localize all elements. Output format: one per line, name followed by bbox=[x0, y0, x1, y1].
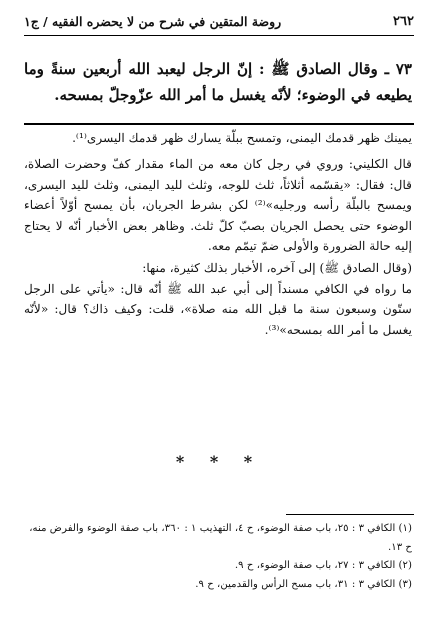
hadith-text: ٧٣ ـ وقال الصادق ﷺ : إنّ الرجل ليعبد الله أربعين سنةً وما يطيعه في الوضوء؛ لأنّه يغسل ما أمر الله عزّوجلّ بمسحه. bbox=[24, 60, 412, 104]
footnote: (٣) الكافي ٣ : ٣١، باب مسح الرأس والقدمين، ح ٩. bbox=[195, 578, 412, 590]
page-header bbox=[24, 10, 414, 36]
running-title: روضة المتقين في شرح من لا يحضره الفقيه / ج١ bbox=[24, 14, 282, 29]
footnote-rule bbox=[286, 514, 414, 515]
commentary bbox=[24, 128, 412, 340]
page-number: ٢٦٢ bbox=[393, 14, 414, 29]
footnotes bbox=[24, 520, 412, 594]
footnote: (١) الكافي ٣ : ٢٥، باب صفة الوضوء، ح ٤، التهذيب ١ : ٣٦٠، باب صفة الوضوء والفرض منه، ح ١٣. bbox=[29, 523, 412, 553]
commentary-paragraph: ما رواه في الكافي مسنداً إلى أبي عبد الله ﷺ أنّه قال: «يأتي على الرجل ستّون وسبعون سنة ما قبل الله منه صلاة»، قلت: وكيف ذاك؟ قال: «لأنّه يغسل ما أمر الله بمسحه»⁽³⁾. bbox=[24, 281, 412, 337]
header-rule bbox=[24, 35, 414, 36]
footnote: (٢) الكافي ٣ : ٢٧، باب صفة الوضوء، ح ٩. bbox=[234, 560, 412, 571]
commentary-paragraph: قال الكليني: وروي في رجل كان معه من الماء مقدار كفّ وحضرت الصلاة، قال: فقال: «يقسّمه أثلاثاً، ثلث للوجه، وثلث لليد اليمنى، وثلث لليد اليسرى، ويمسح بالبلّة رأسه ورجليه»⁽²⁾ لكن بشرط الجريان، بأن يمسح أوّلاً أعضاء الوضوء حتى يحصل الجريان بصبّ كلّ ثلث. وظاهر بعض الأخبار أنّه لا يحتاج إليه حالة الضرورة والأولى ضمّ تيمّم معه. bbox=[24, 157, 412, 254]
asterism: * * * bbox=[175, 452, 263, 471]
section-divider bbox=[24, 123, 414, 125]
commentary-paragraph: يمينك ظهر قدمك اليمنى، وتمسح ببلّة يسارك ظهر قدمك اليسرى⁽¹⁾. bbox=[72, 131, 412, 145]
commentary-paragraph: (وقال الصادق ﷺ) إلى آخره، الأخبار بذلك كثيرة، منها: bbox=[142, 261, 412, 276]
